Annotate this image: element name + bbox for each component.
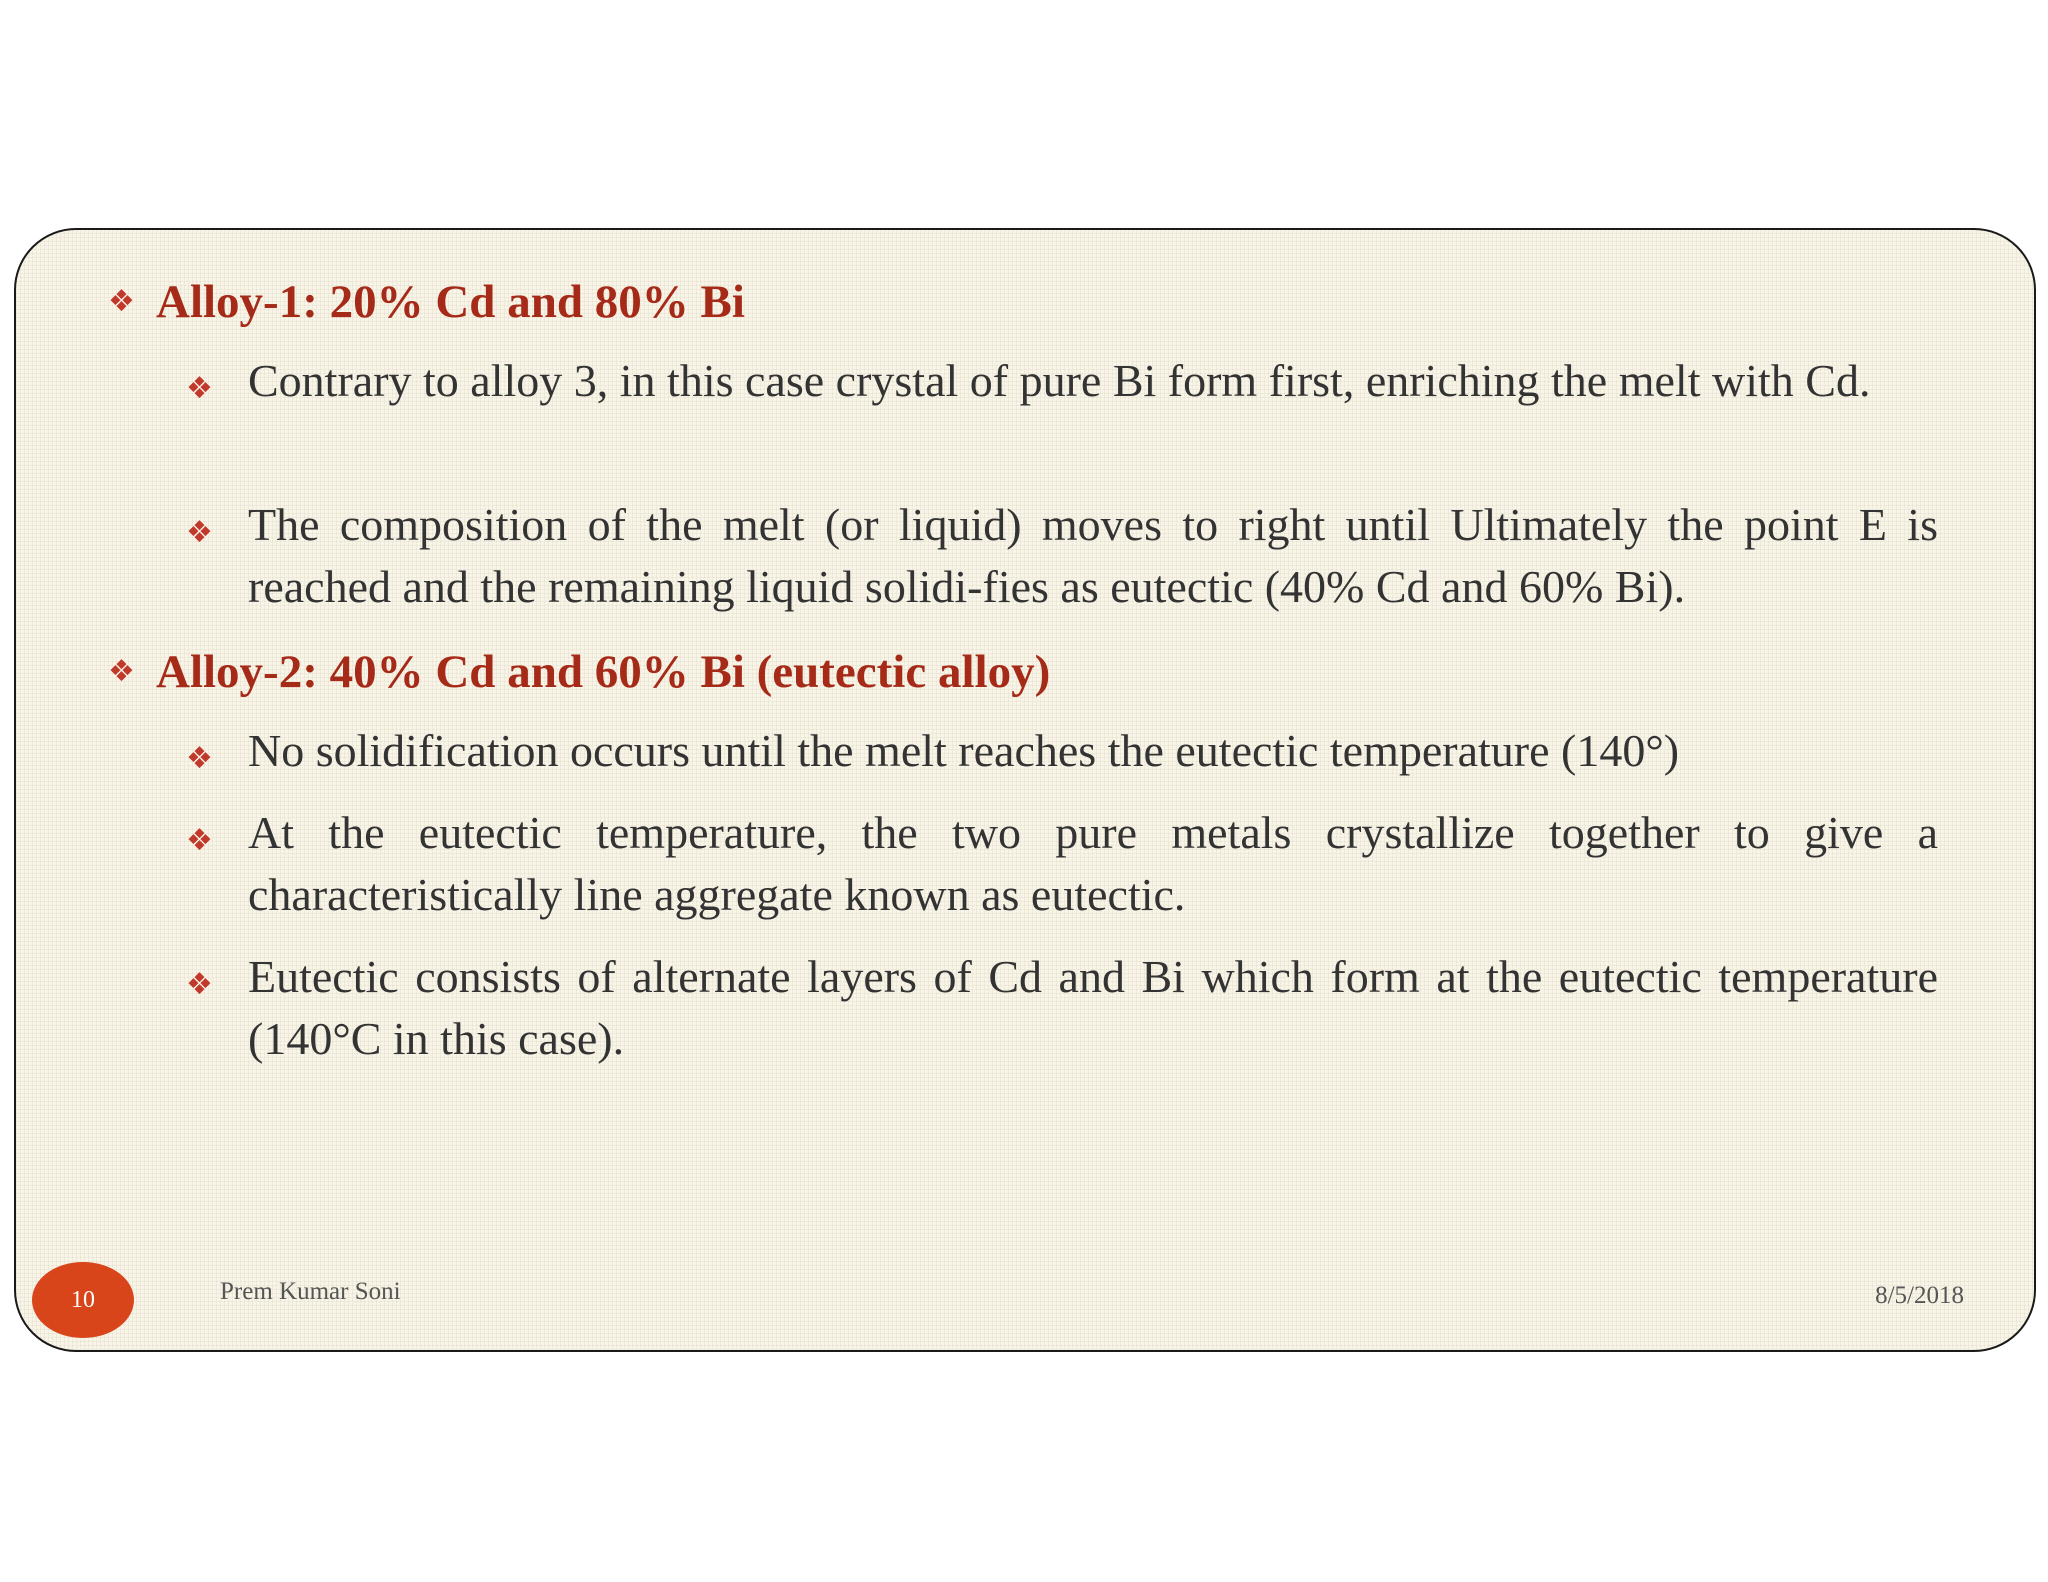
bullet-point: [186, 720, 1938, 782]
bullet-point: [186, 946, 1938, 1070]
heading-text: Alloy-1: 20% Cd and 80% Bi: [156, 276, 745, 328]
bullet-point: [186, 802, 1938, 926]
section-heading-alloy-2: [108, 644, 1050, 704]
slide-date: 8/5/2018: [1875, 1282, 1964, 1309]
bullet-point: [186, 350, 1938, 412]
slide-frame: [14, 228, 2036, 1352]
bullet-text: No solidification occurs until the melt reaches the eutectic temperature (140°): [248, 725, 1680, 776]
diamond-cluster-icon: ❖: [186, 371, 213, 406]
bullet-point: [186, 494, 1938, 618]
bullet-text: The composition of the melt (or liquid) moves to right until Ultimately the point E is reached and the remaining liquid solidi-fies as eutectic (40% Cd and 60% Bi).: [248, 499, 1938, 612]
section-heading-alloy-1: [108, 274, 745, 334]
bullet-text: At the eutectic temperature, the two pure metals crystallize together to give a characteristically line aggregate known as eutectic.: [248, 807, 1938, 920]
page-number-badge: 10: [32, 1262, 134, 1338]
diamond-cluster-icon: ❖: [186, 741, 213, 776]
diamond-cluster-icon: ❖: [186, 967, 213, 1002]
diamond-cluster-icon: ❖: [186, 515, 213, 550]
bullet-text: Contrary to alloy 3, in this case crystal of pure Bi form first, enriching the melt with Cd.: [248, 355, 1871, 406]
bullet-text: Eutectic consists of alternate layers of Cd and Bi which form at the eutectic temperature (140°C in this case).: [248, 951, 1938, 1064]
diamond-cluster-icon: ❖: [108, 284, 135, 320]
heading-text: Alloy-2: 40% Cd and 60% Bi (eutectic alloy): [156, 646, 1051, 698]
diamond-cluster-icon: ❖: [108, 654, 135, 690]
slide-content: [16, 230, 2034, 1350]
author-name: Prem Kumar Soni: [220, 1278, 401, 1305]
diamond-cluster-icon: ❖: [186, 823, 213, 858]
